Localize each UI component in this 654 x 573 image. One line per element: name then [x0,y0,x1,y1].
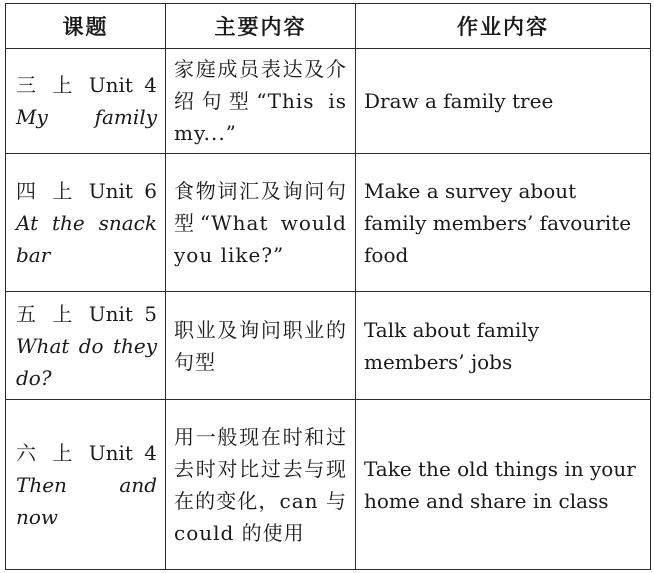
unit-title: At the snack bar [16,210,157,267]
topic-cell [6,49,166,154]
unit-label: 四 上 Unit 6 [16,178,157,203]
unit-title: My family [16,105,157,130]
main-content-cell: 家庭成员表达及介绍句型“This is my...” [166,49,356,154]
table-row [6,154,651,292]
homework-cell: Draw a family tree [356,49,651,154]
topic-cell [6,154,166,292]
topic-cell [6,291,166,399]
table-row [6,291,651,399]
header-main-content: 主要内容 [166,4,356,49]
unit-label: 六 上 Unit 4 [16,440,157,465]
unit-label: 三 上 Unit 4 [16,73,157,98]
unit-title: What do they do? [16,333,157,390]
unit-label: 五 上 Unit 5 [16,301,157,326]
table-row [6,400,651,570]
lesson-plan-table [5,3,651,570]
header-row [6,4,651,49]
main-content-cell: 职业及询问职业的句型 [166,291,356,399]
topic-cell [6,400,166,570]
header-homework: 作业内容 [356,4,651,49]
homework-cell: Make a survey about family members’ favourite food [356,154,651,292]
main-content-cell: 用一般现在时和过去时对比过去与现在的变化，can 与 could 的使用 [166,400,356,570]
header-topic: 课题 [6,4,166,49]
unit-title: Then and now [16,472,157,529]
homework-cell: Talk about family members’ jobs [356,291,651,399]
main-content-cell: 食物词汇及询问句型“What would you like?” [166,154,356,292]
homework-cell: Take the old things in your home and share in class [356,400,651,570]
table-row [6,49,651,154]
